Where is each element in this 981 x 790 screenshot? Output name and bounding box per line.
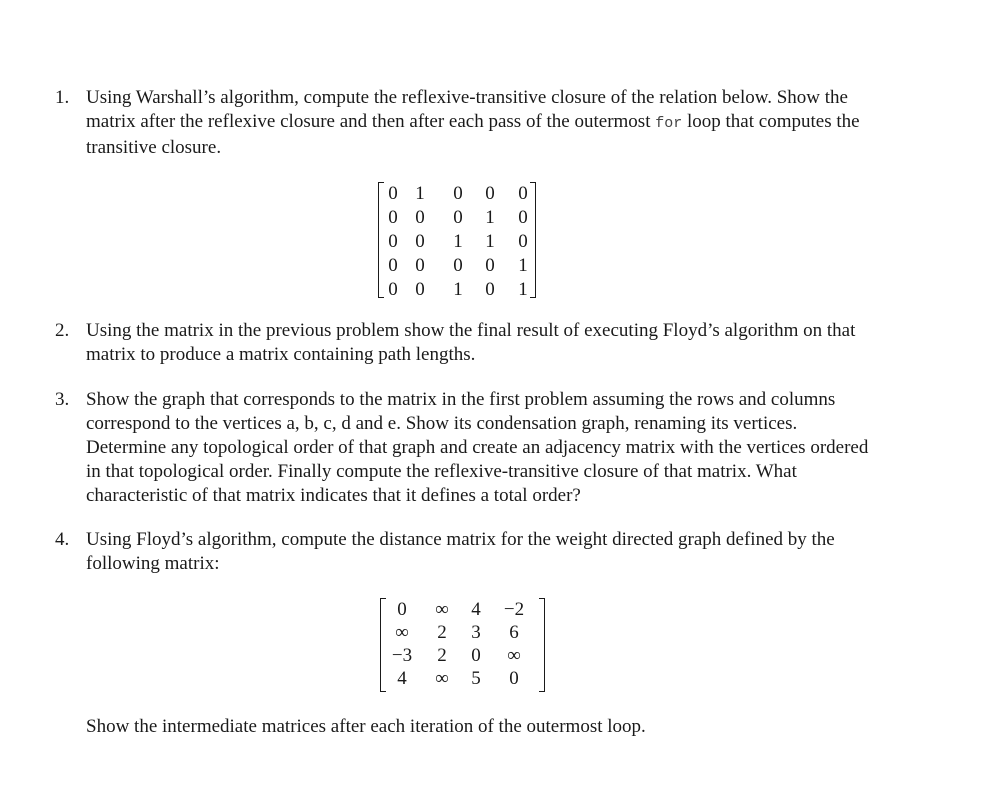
matrix-cell: 0 xyxy=(453,255,463,276)
problem-3 xyxy=(55,388,875,508)
problem-2 xyxy=(55,319,875,367)
matrix-cell: 1 xyxy=(518,255,528,276)
matrix-cell: 2 xyxy=(437,622,447,643)
matrix-cell: 1 xyxy=(453,231,463,252)
matrix-cell: 0 xyxy=(388,207,398,228)
matrix-cell: 0 xyxy=(388,279,398,300)
matrix-cell: 1 xyxy=(415,183,425,204)
problem-number: 3. xyxy=(55,389,70,410)
matrix-cell: ∞ xyxy=(435,668,449,689)
final-note: Show the intermediate matrices after each iteration of the outermost loop. xyxy=(86,716,646,737)
problem-text: Show the graph that corresponds to the matrix in the first problem assuming the rows and columns correspond to the vertices a, b, c, d and e. Show its condensation graph, renaming its vertices. Determine any topological order of that graph and create an adjacency matrix with the vertices ordered in that topological order. Finally compute the reflexive-transitive closure of that matrix. What characteristic of that matrix indicates that it defines a total order? xyxy=(86,389,869,506)
matrix-cell: 5 xyxy=(471,668,481,689)
right-bracket xyxy=(539,598,545,692)
matrix-2 xyxy=(380,596,545,696)
matrix-cell: ∞ xyxy=(507,645,521,666)
matrix-cell: 0 xyxy=(485,279,495,300)
problem-text-part: loop that computes the transitive closure. xyxy=(86,111,860,158)
matrix-cell: 4 xyxy=(471,599,481,620)
matrix-cell: 0 xyxy=(415,231,425,252)
matrix-cell: ∞ xyxy=(435,599,449,620)
problem-number: 2. xyxy=(55,320,70,341)
problem-text xyxy=(86,86,875,160)
matrix-cell: 0 xyxy=(388,255,398,276)
problem-text: Using the matrix in the previous problem show the final result of executing Floyd’s algorithm on that matrix to produce a matrix containing path lengths. xyxy=(86,320,856,365)
matrix-cell: 2 xyxy=(437,645,447,666)
matrix-cell: 1 xyxy=(485,207,495,228)
matrix-cell: 0 xyxy=(415,207,425,228)
matrix-cell: 0 xyxy=(415,279,425,300)
problem-4 xyxy=(55,528,875,576)
matrix-cell: 0 xyxy=(518,231,528,252)
matrix-cell: 0 xyxy=(388,183,398,204)
matrix-cell: −2 xyxy=(503,599,525,620)
matrix-cell: 1 xyxy=(453,279,463,300)
matrix-cell: 0 xyxy=(471,645,481,666)
matrix-cell: 0 xyxy=(453,183,463,204)
problem-text-part: Using Warshall’s algorithm, compute the reflexive-transitive closure of the relation below. Show the matrix after the reflexive closure and then after each pass of the outermost xyxy=(86,87,848,132)
matrix-cell: 0 xyxy=(518,207,528,228)
matrix-cell: 3 xyxy=(471,622,481,643)
matrix-cell: 1 xyxy=(518,279,528,300)
matrix-cell: 0 xyxy=(388,231,398,252)
matrix-cell: 4 xyxy=(397,668,407,689)
matrix-cell: 0 xyxy=(415,255,425,276)
matrix-cell: 0 xyxy=(397,599,407,620)
matrix-cell: 0 xyxy=(509,668,519,689)
matrix-cell: 0 xyxy=(453,207,463,228)
problem-1 xyxy=(55,86,875,160)
matrix-1 xyxy=(378,180,548,300)
problem-text: Using Floyd’s algorithm, compute the distance matrix for the weight directed graph defined by the following matrix: xyxy=(86,529,835,574)
matrix-cell: 1 xyxy=(485,231,495,252)
problem-number: 4. xyxy=(55,529,70,550)
matrix-cell: 0 xyxy=(518,183,528,204)
matrix-cell: 6 xyxy=(509,622,519,643)
code-keyword: for xyxy=(655,115,683,132)
matrix-cell: −3 xyxy=(391,645,413,666)
matrix-cell: 0 xyxy=(485,255,495,276)
matrix-cell: 0 xyxy=(485,183,495,204)
problem-number: 1. xyxy=(55,87,70,108)
matrix-cell: ∞ xyxy=(395,622,409,643)
